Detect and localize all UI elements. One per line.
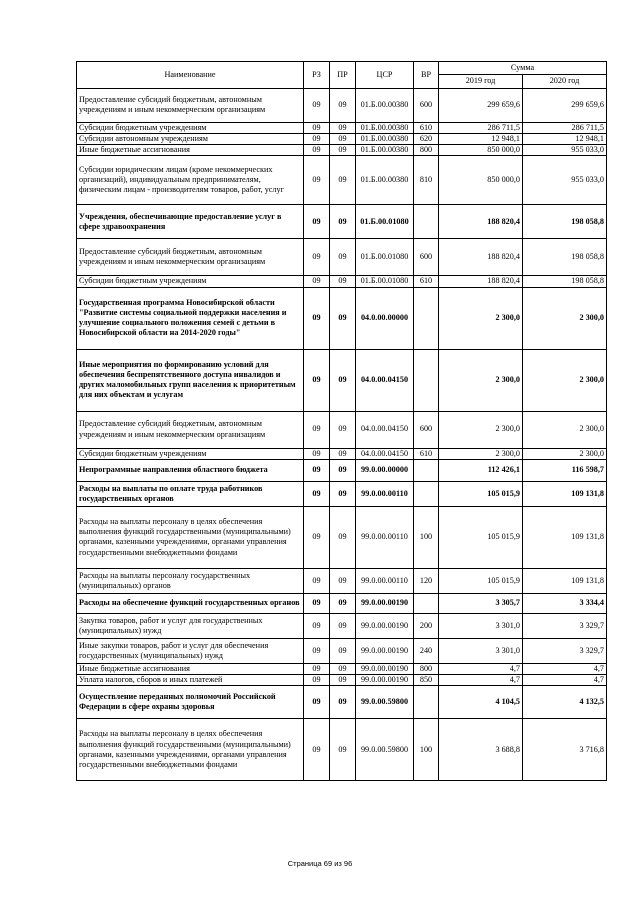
- row-2019-cell: 105 015,9: [439, 481, 523, 506]
- row-pr-cell: 09: [330, 287, 356, 349]
- row-2020-cell: 4 132,5: [523, 686, 607, 719]
- row-vr-cell: [414, 593, 439, 613]
- row-2019-cell: 12 948,1: [439, 133, 523, 144]
- row-rz-cell: 09: [304, 239, 330, 276]
- row-name-cell: Субсидии юридическим лицам (кроме некоммерческих организаций), индивидуальным предпринимателям, физическим лицам - производителям товаров, работ, услуг: [77, 156, 304, 205]
- budget-table: [76, 61, 607, 781]
- row-rz-cell: 09: [304, 276, 330, 287]
- header-csr: ЦСР: [356, 62, 414, 89]
- row-2019-cell: 105 015,9: [439, 506, 523, 568]
- row-pr-cell: 09: [330, 613, 356, 638]
- row-csr-cell: 99.0.00.59800: [356, 719, 414, 781]
- table-row: [77, 675, 607, 686]
- row-pr-cell: 09: [330, 719, 356, 781]
- row-rz-cell: 09: [304, 287, 330, 349]
- row-name-cell: Иные бюджетные ассигнования: [77, 145, 304, 156]
- row-pr-cell: 09: [330, 459, 356, 481]
- row-name-cell: Непрограммные направления областного бюджета: [77, 459, 304, 481]
- row-pr-cell: 09: [330, 481, 356, 506]
- row-rz-cell: 09: [304, 675, 330, 686]
- row-name-cell: Предоставление субсидий бюджетным, автономным учреждениям и иным некоммерческим организациям: [77, 88, 304, 122]
- row-pr-cell: 09: [330, 88, 356, 122]
- header-name: Наименование: [77, 62, 304, 89]
- row-vr-cell: 610: [414, 276, 439, 287]
- row-2020-cell: 4,7: [523, 663, 607, 674]
- row-2019-cell: 3 301,0: [439, 613, 523, 638]
- row-rz-cell: 09: [304, 481, 330, 506]
- row-2019-cell: 188 820,4: [439, 276, 523, 287]
- row-vr-cell: 850: [414, 675, 439, 686]
- row-2019-cell: 2 300,0: [439, 287, 523, 349]
- row-pr-cell: 09: [330, 133, 356, 144]
- row-rz-cell: 09: [304, 663, 330, 674]
- row-rz-cell: 09: [304, 638, 330, 663]
- header-pr: ПР: [330, 62, 356, 89]
- row-2020-cell: 198 058,8: [523, 276, 607, 287]
- header-sum: Сумма: [439, 62, 607, 75]
- table-row: [77, 481, 607, 506]
- table-row: [77, 568, 607, 593]
- row-vr-cell: 810: [414, 156, 439, 205]
- row-csr-cell: 99.0.00.00190: [356, 675, 414, 686]
- row-rz-cell: 09: [304, 719, 330, 781]
- row-csr-cell: 99.0.00.00190: [356, 593, 414, 613]
- row-2019-cell: 3 301,0: [439, 638, 523, 663]
- row-csr-cell: 99.0.00.00110: [356, 506, 414, 568]
- row-name-cell: Осуществление переданных полномочий Российской Федерации в сфере охраны здоровья: [77, 686, 304, 719]
- row-rz-cell: 09: [304, 411, 330, 448]
- row-vr-cell: [414, 481, 439, 506]
- table-row: [77, 239, 607, 276]
- row-2020-cell: 12 948,1: [523, 133, 607, 144]
- row-pr-cell: 09: [330, 663, 356, 674]
- row-2019-cell: 4,7: [439, 675, 523, 686]
- table-row: [77, 156, 607, 205]
- row-vr-cell: 610: [414, 448, 439, 459]
- row-pr-cell: 09: [330, 568, 356, 593]
- row-pr-cell: 09: [330, 448, 356, 459]
- row-2020-cell: 116 598,7: [523, 459, 607, 481]
- row-pr-cell: 09: [330, 349, 356, 411]
- row-pr-cell: 09: [330, 686, 356, 719]
- row-2019-cell: 850 000,0: [439, 145, 523, 156]
- row-name-cell: Учреждения, обеспечивающие предоставление услуг в сфере здравоохранения: [77, 205, 304, 239]
- table-row: [77, 205, 607, 239]
- row-2019-cell: 4,7: [439, 663, 523, 674]
- table-row: [77, 145, 607, 156]
- row-pr-cell: 09: [330, 205, 356, 239]
- row-vr-cell: 600: [414, 88, 439, 122]
- row-csr-cell: 99.0.00.00000: [356, 459, 414, 481]
- table-row: [77, 276, 607, 287]
- table-row: [77, 122, 607, 133]
- row-2019-cell: 4 104,5: [439, 686, 523, 719]
- row-rz-cell: 09: [304, 593, 330, 613]
- row-2020-cell: 109 131,8: [523, 568, 607, 593]
- table-row: [77, 613, 607, 638]
- row-2019-cell: 105 015,9: [439, 568, 523, 593]
- row-pr-cell: 09: [330, 506, 356, 568]
- page-footer: Страница 69 из 96: [287, 859, 353, 868]
- row-2019-cell: 286 711,5: [439, 122, 523, 133]
- row-vr-cell: [414, 349, 439, 411]
- row-name-cell: Субсидии автономным учреждениям: [77, 133, 304, 144]
- row-2019-cell: 2 300,0: [439, 349, 523, 411]
- row-2020-cell: 198 058,8: [523, 205, 607, 239]
- row-2019-cell: 299 659,6: [439, 88, 523, 122]
- row-rz-cell: 09: [304, 568, 330, 593]
- row-vr-cell: 800: [414, 663, 439, 674]
- row-name-cell: Предоставление субсидий бюджетным, автономным учреждениям и иным некоммерческим организациям: [77, 239, 304, 276]
- row-csr-cell: 99.0.00.00190: [356, 613, 414, 638]
- row-csr-cell: 04.0.00.04150: [356, 411, 414, 448]
- row-rz-cell: 09: [304, 156, 330, 205]
- row-pr-cell: 09: [330, 411, 356, 448]
- row-2020-cell: 2 300,0: [523, 411, 607, 448]
- row-csr-cell: 99.0.00.00190: [356, 638, 414, 663]
- row-csr-cell: 99.0.00.59800: [356, 686, 414, 719]
- row-2020-cell: 299 659,6: [523, 88, 607, 122]
- row-pr-cell: 09: [330, 122, 356, 133]
- row-2019-cell: 3 305,7: [439, 593, 523, 613]
- row-rz-cell: 09: [304, 459, 330, 481]
- table-row: [77, 448, 607, 459]
- row-rz-cell: 09: [304, 349, 330, 411]
- row-vr-cell: 240: [414, 638, 439, 663]
- row-rz-cell: 09: [304, 205, 330, 239]
- row-csr-cell: 04.0.00.00000: [356, 287, 414, 349]
- table-row: [77, 88, 607, 122]
- table-row: [77, 349, 607, 411]
- row-rz-cell: 09: [304, 133, 330, 144]
- row-rz-cell: 09: [304, 448, 330, 459]
- row-vr-cell: 800: [414, 145, 439, 156]
- row-name-cell: Иные мероприятия по формированию условий для обеспечения беспрепятственного доступа инвалидов и других маломобильных групп населения к приоритетным для них объектам и услугам: [77, 349, 304, 411]
- row-rz-cell: 09: [304, 686, 330, 719]
- table-row: [77, 459, 607, 481]
- row-vr-cell: 600: [414, 239, 439, 276]
- row-csr-cell: 99.0.00.00190: [356, 663, 414, 674]
- row-2019-cell: 112 426,1: [439, 459, 523, 481]
- table-row: [77, 133, 607, 144]
- row-2020-cell: 955 033,0: [523, 156, 607, 205]
- row-2020-cell: 3 329,7: [523, 613, 607, 638]
- row-2019-cell: 188 820,4: [439, 239, 523, 276]
- row-pr-cell: 09: [330, 593, 356, 613]
- row-csr-cell: 01.Б.00.00380: [356, 122, 414, 133]
- row-csr-cell: 01.Б.00.01080: [356, 205, 414, 239]
- row-vr-cell: [414, 287, 439, 349]
- row-csr-cell: 04.0.00.04150: [356, 349, 414, 411]
- row-2020-cell: 4,7: [523, 675, 607, 686]
- row-name-cell: Государственная программа Новосибирской области "Развитие системы социальной поддержки населения и улучшение социального положения семей с детьми в Новосибирской области на 2014-2020 годы": [77, 287, 304, 349]
- row-vr-cell: 200: [414, 613, 439, 638]
- table-row: [77, 663, 607, 674]
- row-vr-cell: 610: [414, 122, 439, 133]
- row-name-cell: Расходы на обеспечение функций государственных органов: [77, 593, 304, 613]
- table-row: [77, 506, 607, 568]
- header-2019: 2019 год: [439, 75, 523, 88]
- row-pr-cell: 09: [330, 276, 356, 287]
- row-2020-cell: 109 131,8: [523, 481, 607, 506]
- row-2019-cell: 188 820,4: [439, 205, 523, 239]
- row-rz-cell: 09: [304, 122, 330, 133]
- row-name-cell: Расходы на выплаты персоналу государственных (муниципальных) органов: [77, 568, 304, 593]
- row-name-cell: Субсидии бюджетным учреждениям: [77, 276, 304, 287]
- table-body: [77, 88, 607, 781]
- header-2020: 2020 год: [523, 75, 607, 88]
- row-name-cell: Уплата налогов, сборов и иных платежей: [77, 675, 304, 686]
- row-pr-cell: 09: [330, 145, 356, 156]
- row-vr-cell: [414, 205, 439, 239]
- table-row: [77, 287, 607, 349]
- row-csr-cell: 01.Б.00.00380: [356, 133, 414, 144]
- table-row: [77, 686, 607, 719]
- header-vr: ВР: [414, 62, 439, 89]
- row-2020-cell: 3 334,4: [523, 593, 607, 613]
- row-2020-cell: 3 716,8: [523, 719, 607, 781]
- row-rz-cell: 09: [304, 613, 330, 638]
- row-csr-cell: 01.Б.00.00380: [356, 156, 414, 205]
- row-2020-cell: 3 329,7: [523, 638, 607, 663]
- row-vr-cell: 120: [414, 568, 439, 593]
- row-pr-cell: 09: [330, 675, 356, 686]
- row-name-cell: Иные закупки товаров, работ и услуг для обеспечения государственных (муниципальных) нужд: [77, 638, 304, 663]
- row-vr-cell: [414, 459, 439, 481]
- row-2019-cell: 850 000,0: [439, 156, 523, 205]
- row-name-cell: Расходы на выплаты по оплате труда работников государственных органов: [77, 481, 304, 506]
- row-vr-cell: 100: [414, 719, 439, 781]
- row-2020-cell: 955 033,0: [523, 145, 607, 156]
- row-name-cell: Закупка товаров, работ и услуг для государственных (муниципальных) нужд: [77, 613, 304, 638]
- row-vr-cell: 600: [414, 411, 439, 448]
- row-name-cell: Иные бюджетные ассигнования: [77, 663, 304, 674]
- row-name-cell: Субсидии бюджетным учреждениям: [77, 448, 304, 459]
- row-csr-cell: 04.0.00.04150: [356, 448, 414, 459]
- row-csr-cell: 01.Б.00.00380: [356, 145, 414, 156]
- row-vr-cell: 620: [414, 133, 439, 144]
- row-2020-cell: 2 300,0: [523, 448, 607, 459]
- row-name-cell: Расходы на выплаты персоналу в целях обеспечения выполнения функций государственными (муниципальными) органами, казенными учреждениями, органами управления государственными внебюджетными фондами: [77, 719, 304, 781]
- row-name-cell: Субсидии бюджетным учреждениям: [77, 122, 304, 133]
- row-2019-cell: 2 300,0: [439, 411, 523, 448]
- row-csr-cell: 99.0.00.00110: [356, 481, 414, 506]
- row-csr-cell: 01.Б.00.01080: [356, 239, 414, 276]
- row-name-cell: Расходы на выплаты персоналу в целях обеспечения выполнения функций государственными (муниципальными) органами, казенными учреждениями, органами управления государственными внебюджетными фондами: [77, 506, 304, 568]
- row-2020-cell: 286 711,5: [523, 122, 607, 133]
- row-csr-cell: 01.Б.00.01080: [356, 276, 414, 287]
- row-2020-cell: 2 300,0: [523, 287, 607, 349]
- table-row: [77, 593, 607, 613]
- header-rz: РЗ: [304, 62, 330, 89]
- row-pr-cell: 09: [330, 239, 356, 276]
- row-rz-cell: 09: [304, 506, 330, 568]
- row-2020-cell: 198 058,8: [523, 239, 607, 276]
- row-csr-cell: 01.Б.00.00380: [356, 88, 414, 122]
- table-row: [77, 719, 607, 781]
- row-vr-cell: 100: [414, 506, 439, 568]
- row-2020-cell: 109 131,8: [523, 506, 607, 568]
- row-pr-cell: 09: [330, 156, 356, 205]
- row-csr-cell: 99.0.00.00110: [356, 568, 414, 593]
- row-rz-cell: 09: [304, 145, 330, 156]
- row-name-cell: Предоставление субсидий бюджетным, автономным учреждениям и иным некоммерческим организациям: [77, 411, 304, 448]
- row-2019-cell: 3 688,8: [439, 719, 523, 781]
- row-vr-cell: [414, 686, 439, 719]
- row-2019-cell: 2 300,0: [439, 448, 523, 459]
- row-pr-cell: 09: [330, 638, 356, 663]
- row-rz-cell: 09: [304, 88, 330, 122]
- row-2020-cell: 2 300,0: [523, 349, 607, 411]
- table-row: [77, 638, 607, 663]
- table-row: [77, 411, 607, 448]
